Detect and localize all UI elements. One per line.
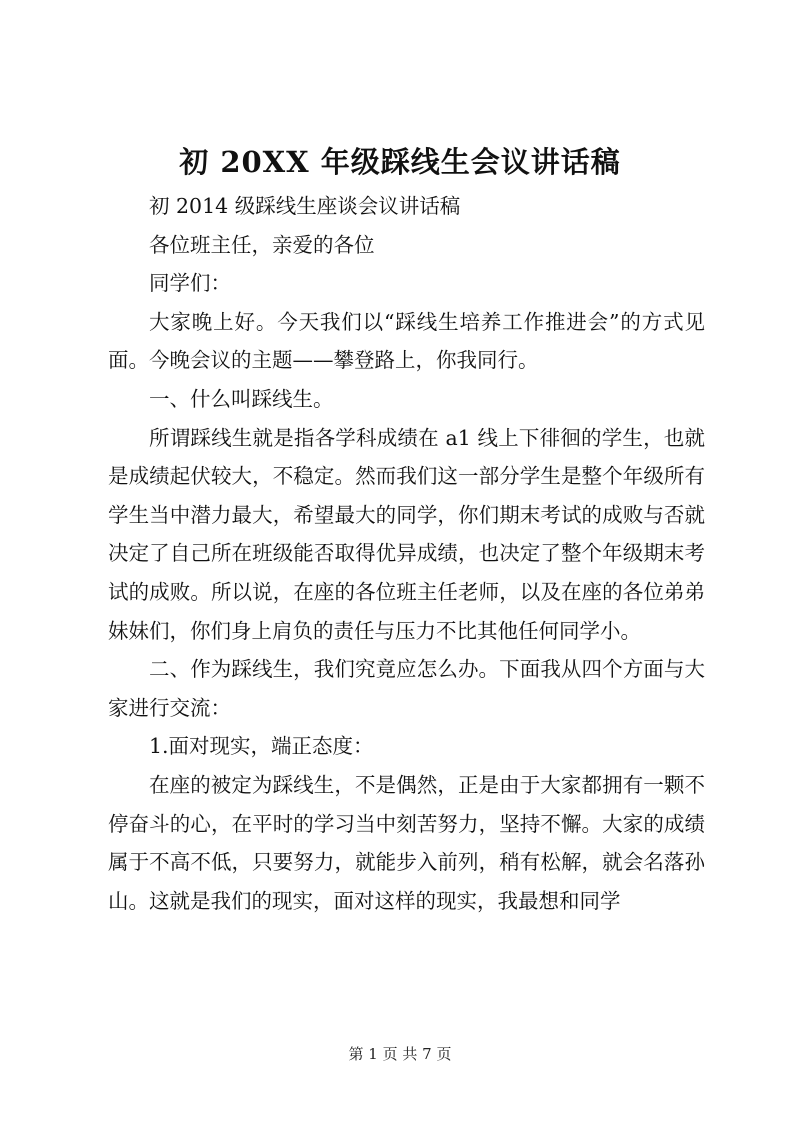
- paragraph: 二、作为踩线生，我们究竟应怎么办。下面我从四个方面与大家进行交流：: [108, 657, 705, 720]
- paragraph: 同学们：: [149, 271, 231, 296]
- document-body: [108, 187, 705, 920]
- page-number-footer: 第 1 页 共 7 页: [348, 1045, 452, 1063]
- paragraph: 所谓踩线生就是指各学科成绩在 a1 线上下徘徊的学生，也就是成绩起伏较大，不稳定。然而我们这一部分学生是整个年级所有学生当中潜力最大，希望最大的同学，你们期末考试的成败与否就决定了自己所在班级能否取得优异成绩，也决定了整个年级期末考试的成败。所以说，在座的各位班主任老师，以及在座的各位弟弟妹妹们，你们身上肩负的责任与压力不比其他任何同学小。: [108, 425, 705, 643]
- paragraph: 初 2014 级踩线生座谈会议讲话稿: [149, 194, 461, 218]
- paragraph: 一、什么叫踩线生。: [149, 386, 334, 411]
- paragraph: 1.面对现实，端正态度：: [149, 734, 374, 759]
- document-title: 初 20XX 年级踩线生会议讲话稿: [179, 145, 621, 179]
- paragraph: 在座的被定为踩线生，不是偶然，正是由于大家都拥有一颗不停奋斗的心，在平时的学习当中刻苦努力，坚持不懈。大家的成绩属于不高不低，只要努力，就能步入前列，稍有松解，就会名落孙山。这就是我们的现实，面对这样的现实，我最想和同学: [108, 772, 705, 913]
- paragraph: 大家晚上好。今天我们以“踩线生培养工作推进会”的方式见面。今晚会议的主题——攀登路上，你我同行。: [108, 309, 705, 373]
- paragraph: 各位班主任，亲爱的各位: [149, 232, 375, 257]
